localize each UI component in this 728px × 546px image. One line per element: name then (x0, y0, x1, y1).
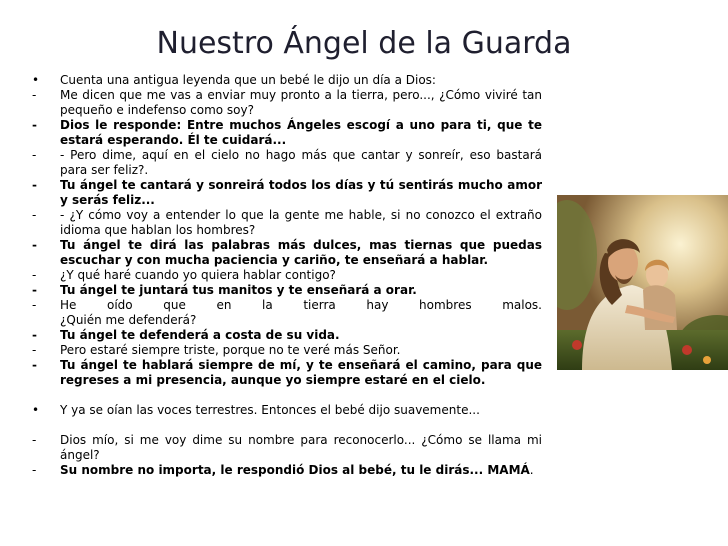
story-list (30, 73, 542, 478)
list-item (30, 463, 542, 478)
list-item-text: Tu ángel te juntará tus manitos y te enseñará a orar. (60, 283, 417, 297)
dash-marker: - (32, 343, 37, 357)
dash-marker: - (32, 298, 37, 312)
list-item-text: Tu ángel te cantará y sonreirá todos los días y tú sentirás mucho amor y serás feliz... (60, 178, 542, 207)
dash-marker: - (32, 433, 37, 447)
bullet-marker: • (32, 403, 40, 417)
list-item (30, 118, 542, 148)
list-item-text: - ¿Y cómo voy a entender lo que la gente me hable, si no conozco el extraño idioma que hablan los hombres? (60, 208, 542, 237)
dash-marker: - (32, 178, 37, 192)
list-item-text (60, 463, 542, 478)
list-item-text: Y ya se oían las voces terrestres. Entonces el bebé dijo suavemente... (60, 403, 480, 417)
list-item-text: Me dicen que me vas a enviar muy pronto a la tierra, pero..., ¿Cómo viviré tan pequeño e indefenso como soy? (60, 88, 542, 117)
final-period: . (529, 463, 534, 477)
list-item-text: Tu ángel te dirá las palabras más dulces, mas tiernas que puedas escuchar y con mucha paciencia y cariño, te enseñará a hablar. (60, 238, 542, 267)
list-item (30, 283, 542, 298)
list-item (30, 298, 542, 313)
list-item-text: Pero estaré siempre triste, porque no te veré más Señor. (60, 343, 401, 357)
dash-marker: - (32, 118, 37, 132)
list-item-text: ¿Quién me defenderá? (60, 313, 197, 327)
list-item (30, 178, 542, 208)
dash-marker: - (32, 358, 37, 372)
list-item-text: Tu ángel te hablará siempre de mí, y te enseñará el camino, para que regreses a mi presencia, aunque yo siempre estaré en el cielo. (60, 358, 542, 387)
dash-marker: - (32, 238, 37, 252)
list-item-text: - Pero dime, aquí en el cielo no hago más que cantar y sonreír, eso bastará para ser feliz?. (60, 148, 542, 177)
dash-marker: - (32, 88, 37, 102)
list-item-text: He oído que en la tierra hay hombres malos. (60, 298, 542, 312)
slide-title: Nuestro Ángel de la Guarda (156, 26, 572, 61)
list-item-text: Dios mío, si me voy dime su nombre para reconocerlo... ¿Cómo se llama mi ángel? (60, 433, 542, 462)
list-item (30, 313, 542, 328)
list-item-text: ¿Y qué haré cuando yo quiera hablar contigo? (60, 268, 336, 282)
dash-marker: - (32, 148, 37, 162)
list-item (30, 433, 542, 463)
list-item-text: Tu ángel te defenderá a costa de su vida. (60, 328, 340, 342)
list-item-text: Cuenta una antigua leyenda que un bebé le dijo un día a Dios: (60, 73, 436, 87)
dash-marker: - (32, 283, 37, 297)
list-item (30, 343, 542, 358)
dash-marker: - (32, 208, 37, 222)
dash-marker: - (32, 328, 37, 342)
jesus-with-child-painting (557, 195, 728, 370)
final-answer-text: Su nombre no importa, le respondió Dios al bebé, tu le dirás... MAMÁ (60, 463, 530, 477)
list-item-text: Dios le responde: Entre muchos Ángeles escogí a uno para ti, que te estará esperando. Él te cuidará... (60, 118, 542, 147)
dash-marker: - (32, 463, 37, 477)
list-item (30, 238, 542, 268)
list-item (30, 358, 542, 388)
list-item (30, 88, 542, 118)
bullet-marker: • (32, 73, 40, 87)
list-item (30, 403, 542, 418)
list-item (30, 328, 542, 343)
list-item (30, 268, 542, 283)
list-item (30, 208, 542, 238)
dash-marker: - (32, 268, 37, 282)
list-item (30, 148, 542, 178)
list-item (30, 73, 542, 88)
